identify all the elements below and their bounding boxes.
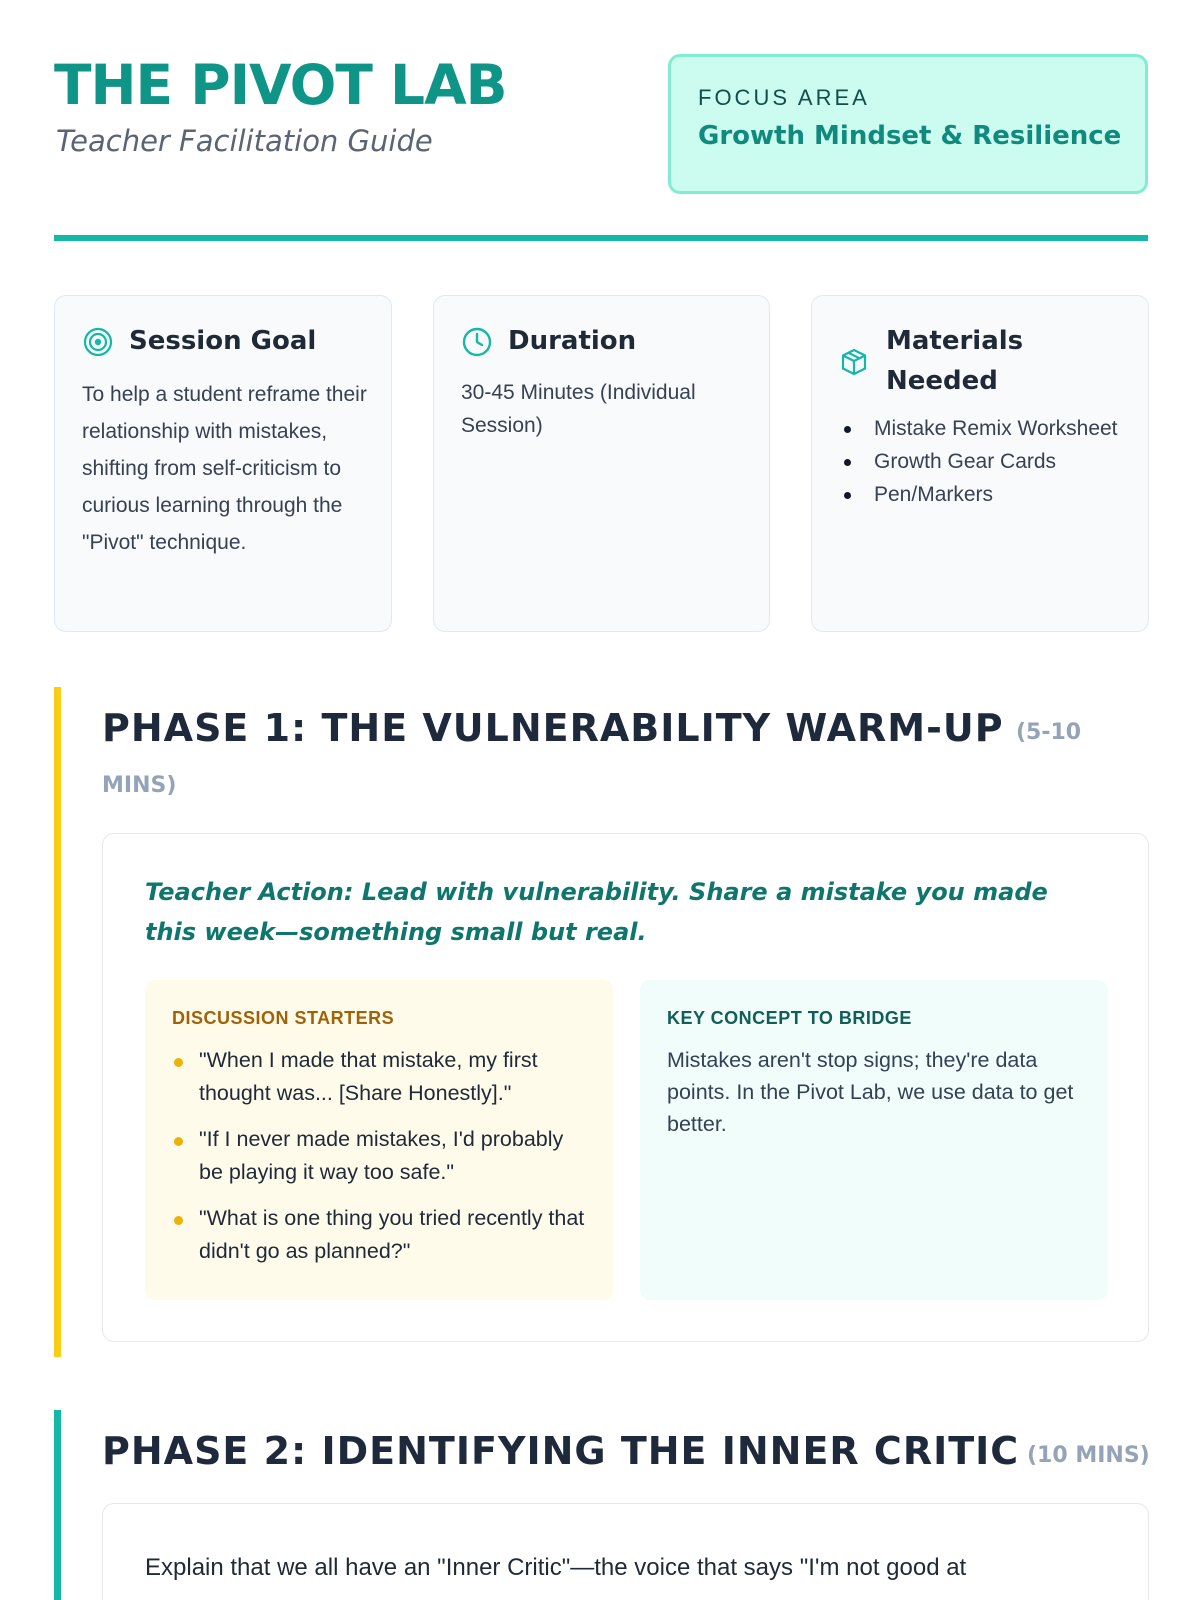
phase-1-time: (5-10	[1016, 720, 1082, 745]
focus-area-label: FOCUS AREA	[698, 85, 870, 110]
focus-area-box	[668, 54, 1148, 194]
phase-1-panel	[102, 833, 1149, 1342]
list-item: "When I made that mistake, my first thought was... [Share Honestly]."	[172, 1044, 592, 1110]
phase-2-time: (10 MINS)	[1027, 1443, 1150, 1468]
phase-1-time-continued: MINS)	[102, 773, 177, 798]
discussion-starters-heading: DISCUSSION STARTERS	[172, 1008, 395, 1028]
discussion-starters-box	[145, 980, 613, 1300]
page-header	[54, 53, 1148, 208]
phase-2-accent-bar	[54, 1410, 61, 1600]
phase-2-title: PHASE 2: IDENTIFYING THE INNER CRITIC	[102, 1429, 1020, 1473]
list-item: "What is one thing you tried recently that didn't go as planned?"	[172, 1202, 592, 1268]
phase-1-title: PHASE 1: THE VULNERABILITY WARM-UP	[102, 706, 1004, 750]
phase-1-section	[54, 687, 1149, 1357]
materials-card	[811, 295, 1149, 632]
key-concept-text: Mistakes aren't stop signs; they're data points. In the Pivot Lab, we use data to get better.	[667, 1048, 1074, 1136]
key-concept-heading: KEY CONCEPT TO BRIDGE	[667, 1008, 912, 1028]
focus-area-value: Growth Mindset & Resilience	[698, 121, 1122, 151]
header-divider	[54, 235, 1148, 241]
session-goal-title: Session Goal	[129, 326, 317, 356]
session-goal-text: To help a student reframe their relationship with mistakes, shifting from self-criticism to curious learning through the "Pivot" technique.	[82, 383, 367, 554]
duration-card	[433, 295, 770, 632]
materials-title: Materials Needed	[886, 326, 1024, 396]
phase-2-text: Explain that we all have an "Inner Critic"—the voice that says "I'm not good at	[145, 1554, 967, 1581]
key-concept-box	[640, 980, 1108, 1300]
phase-2-section	[54, 1410, 1149, 1600]
phase-1-accent-bar	[54, 687, 61, 1357]
materials-item: Growth Gear Cards	[840, 445, 1140, 478]
list-item: "If I never made mistakes, I'd probably be playing it way too safe."	[172, 1123, 592, 1189]
discussion-starters-list	[172, 1044, 592, 1281]
materials-item: Mistake Remix Worksheet	[840, 412, 1140, 445]
teacher-action: Teacher Action: Lead with vulnerability. Share a mistake you made this week—something small but real.	[145, 878, 1048, 946]
page-title: THE PIVOT LAB	[54, 53, 507, 117]
materials-item: Pen/Markers	[840, 478, 1140, 511]
duration-text: 30-45 Minutes (Individual Session)	[461, 381, 696, 437]
clock-icon	[461, 326, 493, 358]
materials-list	[840, 412, 1140, 511]
duration-title: Duration	[508, 326, 637, 356]
target-icon	[82, 326, 114, 358]
box-icon	[838, 346, 870, 378]
session-goal-card	[54, 295, 392, 632]
page-subtitle: Teacher Facilitation Guide	[56, 124, 433, 158]
phase-2-panel	[102, 1503, 1149, 1600]
